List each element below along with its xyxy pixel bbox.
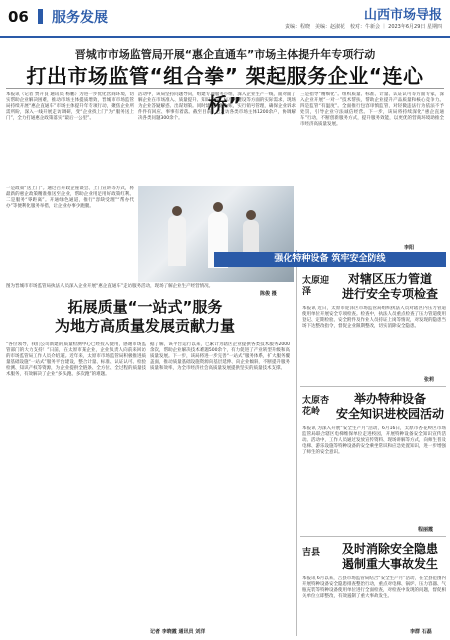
story2-body: 本报讯 为深入开展“安全生产月”活动，6月16日，太原市杏花岭区市场监管局联合辖区电梯维保单位走进校园，开展特种设备安全知识宣传活动。活动中，工作人员通过发放宣传资料、现场讲解等方式，向师生普及电梯、游乐设施等特种设备的安全乘坐常识和应急处置知识，进一步增强了师生的安全意识。: [302, 426, 446, 455]
lead-body-col3: 三是指导“精细化”。组织质量、标准、计量、认证认可等方面专家，深入企业开展“一对一”技术帮扶，帮助企业提升产品质量和核心竞争力。四是监管“有温度”。全面推行包容审慎监管，对轻微违法行为依法不予处罚，引导企业守法诚信经营。下一步，该局将持续深化“惠企直通车”行动，不断创新服务方式，提升服务效能，以更优的营商环境助推全市经济高质量发展。: [300, 92, 444, 127]
page-number: 06: [8, 8, 29, 26]
story3-title-line1: 及时消除安全隐患: [341, 542, 438, 556]
lead-author: 李阳: [404, 245, 415, 251]
story1-divider: [300, 386, 446, 387]
story2-title-line2: 安全知识进校园活动: [335, 407, 444, 421]
story2-divider: [300, 536, 446, 537]
sub-headline-line2: 为地方高质量发展贡献力量: [54, 317, 235, 335]
photo-caption: 图为晋城市市场监管局执法人员深入企业开展“惠企直通车”走访服务活动，现场了解企业生产经营情况。: [6, 284, 214, 289]
sub-body-col1: “各位领导，我们公司新建的质量检测中心已经投入使用，感谢市场监管部门的大力支持！”日前，在太原市某企业，企业负责人向前来回访的市场监管局工作人员介绍道。近年来，太原市市场监管局积极推进质量基础设施“一站式”服务平台建设，整合计量、标准、认证认可、检验检测、知识产权等资源，为企业提供全链条、全方位、全过程的质量技术服务，有效解决了企业“多头跑、多次跑”的难题。: [6, 342, 146, 377]
lead-headline: 打出市场监管“组合拳” 架起服务企业“连心桥”: [26, 64, 424, 117]
sub-author: 记者 李晓霞 通讯员 刘洋: [150, 629, 206, 635]
photo-person-2-head: [213, 202, 223, 212]
story3-author: 李群 石磊: [410, 629, 432, 635]
story1-title: [334, 272, 446, 302]
section-marker: [38, 9, 43, 24]
lead-body-col2: 活动中，该局坚持问题导向，组建专项服务小组，深入企业生产一线，面对面了解企业在市场准入、质量提升、知识产权、标准化建设等方面的实际需求，现场为企业答疑解惑、出谋划策。同时建立问题台账，实行销号管理，确保企业诉求件件有回应、事事有着落。截至目前，已走访各类市场主体1200余户，协调解决各类问题300余个。: [138, 92, 296, 121]
story3-place: 吉县: [302, 548, 321, 558]
story3-title-line2: 遏制重大事故发生: [341, 557, 438, 571]
lead-kicker: 晋城市市场监管局开展“惠企直通车”市场主体提升年专项行动: [74, 48, 376, 61]
sub-headline: [10, 298, 280, 336]
photo-person-1-head: [172, 206, 182, 216]
issue-line: 责编：程晓 美编：赵淑花 校对：牛新会 ｜ 2023年6月29日 星期四: [284, 24, 442, 30]
paper-name: 山西市场导报: [363, 8, 442, 23]
photo-credit: 陈俊 摄: [260, 291, 277, 297]
special-section-banner: 强化特种设备 筑牢安全防线: [214, 252, 446, 267]
sub-body-col2: 据了解，该平台运行以来，已累计为辖区企业提供各类技术服务2000余次，帮助企业解决技术难题500余个，有力促进了产业转型升级和高质量发展。下一步，该局将进一步完善“一站式”服务体系，扩大服务覆盖面，推动质量基础设施资源向基层延伸、向企业倾斜，不断提升服务质量和效率，为全市经济社会高质量发展提供坚实的质量技术支撑。: [150, 342, 290, 371]
story2-place: 太原杏花岭: [302, 396, 330, 417]
photo-person-3-head: [246, 210, 256, 220]
story3-body: 本报讯 6月以来，吉县市场监管局结合“安全生产月”活动，在全县范围内开展特种设备安全隐患排查整治行动，重点对电梯、锅炉、压力容器、气瓶充装等特种设备使用单位进行全面检查，对检查中发现的问题，督促相关单位立即整改，有效遏制了重大事故发生。: [302, 576, 446, 599]
story1-title-line1: 对辖区压力管道: [347, 272, 432, 286]
section-title: 服务发展: [52, 10, 108, 26]
story2-title-line1: 举办特种设备: [353, 392, 426, 406]
story3-title: [334, 542, 446, 572]
sub-headline-line1: 拓展质量“一站式”服务: [67, 298, 223, 316]
story2-author: 程丽霞: [418, 527, 434, 533]
story1-author: 张莉: [424, 377, 435, 383]
lead-photo: [138, 186, 294, 282]
column-divider: [296, 250, 297, 636]
story2-title: [334, 392, 446, 422]
lead-body-col1: 本报讯（记者 贾升良 通讯员 杨鹏）为进一步优化营商环境，切实帮助企业解决困难，推动市场主体提质增效，晋城市市场监管局持续开展“惠企直通车”市场主体提升年专项行动，聚焦企业所需所盼，深入一线开展走访调研，变“企业找上门”为“服务送上门”，全力打通惠企政策落实“最后一公里”。: [6, 92, 134, 121]
lead-divider: [6, 88, 444, 89]
masthead: [0, 0, 450, 38]
story1-place: 太原迎泽: [302, 276, 330, 297]
lead-body-col1b: 一是政策“送上门”。通过召开政企座谈会、上门宣讲等方式，将最新的惠企政策精准推送至企业，帮助企业用足用好政策红利。二是服务“零距离”。开通绿色通道，推行“容缺受理”“帮办代办”等便利化服务举措，让企业办事少跑腿。: [6, 186, 134, 209]
story1-body: 本报讯 近日，太原市迎泽区市场监管局组织执法人员对辖区内压力管道使用单位开展安全专项检查。检查中，执法人员重点检查了压力管道使用登记、定期检验、安全附件及作业人员持证上岗等情况，对发现的隐患当场下达整改指令，督促企业限期整改，切实消除安全隐患。: [302, 306, 446, 329]
story1-title-line2: 进行安全专项检查: [341, 287, 438, 301]
photo-person-1: [168, 216, 186, 266]
